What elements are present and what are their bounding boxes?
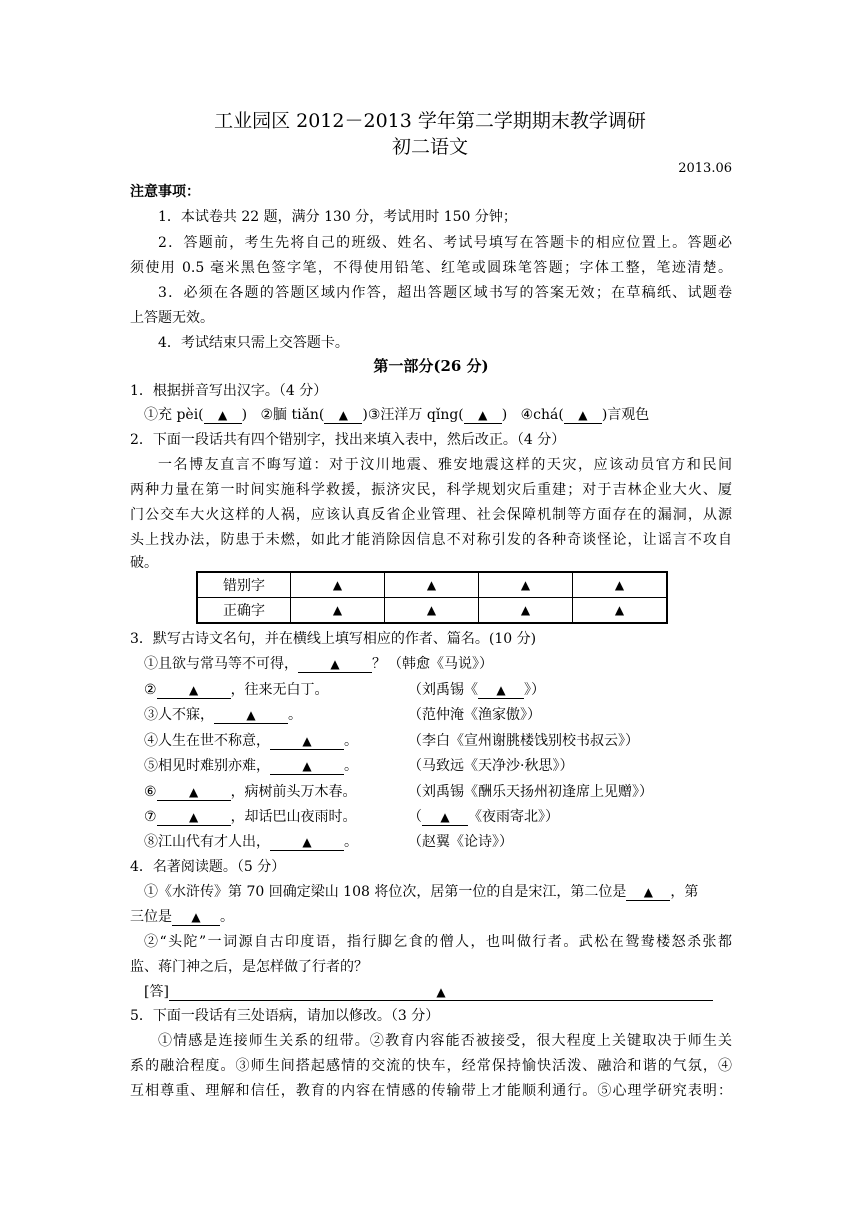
q3-item	[130, 705, 746, 725]
q2-answer-table	[196, 571, 668, 624]
q2-passage-line: 两种力量在第一时间实施科学救援，振济灾民，科学规划灾后重建；对于吉林企业大火、厦	[130, 482, 732, 498]
triangle-marker-icon: ▲	[332, 578, 343, 592]
q5-passage-line: ①情感是连接师生关系的纽带。②教育内容能否被接受，很大程度上关键取决于师生关	[158, 1033, 732, 1049]
q3-item-blank[interactable]	[298, 656, 372, 673]
q3-item-text: 。	[344, 758, 358, 774]
answer-label: [答]	[144, 984, 169, 1000]
q3-item-blank[interactable]	[214, 707, 288, 724]
q3-item	[130, 654, 746, 674]
q3-item-author: （马致远《天净沙·秋思》）	[408, 758, 574, 774]
triangle-marker-icon: ▲	[614, 603, 625, 617]
q3-item-blank[interactable]	[157, 682, 231, 699]
answer-cell[interactable]	[291, 598, 385, 624]
q1-b-pre: ②腼 tiǎn(	[260, 407, 325, 423]
q1-d-blank[interactable]	[564, 407, 602, 424]
q5-passage-line: 系的融洽程度。③师生间搭起感情的交流的快车，经常保持愉快活泼、融洽和谐的气氛，④	[130, 1058, 732, 1074]
q2-passage-line: 破。	[130, 555, 158, 571]
triangle-marker-icon: ▲	[188, 810, 199, 824]
q3-item-blank[interactable]	[157, 784, 231, 801]
triangle-marker-icon: ▲	[191, 910, 201, 924]
q1-items	[130, 405, 746, 425]
q1-b-post: )	[362, 407, 368, 423]
notes-item: 4．考试结束只需上交答题卡。	[158, 335, 349, 351]
q5-passage-line: 互相尊重、理解和信任，教育的内容在情感的传输带上才能顺利通行。⑤心理学研究表明：	[130, 1083, 732, 1099]
table-row-label: 正确字	[197, 598, 291, 624]
q3-item-author: （赵翼《论诗》）	[408, 834, 513, 850]
triangle-marker-icon: ▲	[218, 408, 228, 422]
answer-cell[interactable]	[385, 598, 479, 624]
q1-stem: 1．根据拼音写出汉字。（4 分）	[130, 383, 328, 399]
answer-cell[interactable]	[573, 598, 668, 624]
triangle-marker-icon: ▲	[338, 408, 349, 422]
q3-item-author: （韩愈《马说》）	[388, 656, 493, 672]
triangle-marker-icon: ▲	[302, 759, 312, 773]
exam-subtitle: 初二语文	[391, 136, 468, 158]
table-row	[197, 598, 667, 624]
notes-item: 3．必须在各题的答题区域内作答，超出答题区域书写的答案无效；在草稿纸、试题卷	[158, 285, 732, 301]
q4-line: 监、蒋门神之后，是怎样做了行者的？	[130, 959, 368, 975]
part1-heading: 第一部分(26 分)	[373, 357, 489, 375]
q4-answer-line[interactable]	[169, 984, 713, 1001]
q3-item-text: ③人不寐，	[144, 707, 214, 723]
q3-item-text: ⑧江山代有才人出，	[144, 834, 270, 850]
table-row-label: 错别字	[197, 572, 291, 598]
q3-item-blank[interactable]	[478, 682, 524, 699]
triangle-marker-icon: ▲	[426, 603, 437, 617]
q3-item	[130, 832, 746, 852]
q3-item-text: ①且欲与常马等不可得，	[144, 656, 298, 672]
q3-item-text: ④人生在世不称意，	[144, 733, 270, 749]
q4-answer	[130, 982, 746, 1002]
triangle-marker-icon: ▲	[246, 708, 256, 722]
q4-line	[130, 907, 732, 927]
q3-item-author: （范仲淹《渔家傲》）	[408, 707, 541, 723]
triangle-marker-icon: ▲	[520, 603, 531, 617]
answer-cell[interactable]	[573, 572, 668, 598]
exam-title: 工业园区 2012－2013 学年第二学期期末教学调研	[214, 110, 646, 132]
q3-item-text: ，却话巴山夜雨时。	[230, 809, 357, 825]
q3-item-blank[interactable]	[270, 733, 344, 750]
answer-cell[interactable]	[291, 572, 385, 598]
notes-heading: 注意事项：	[130, 184, 200, 200]
q3-item	[130, 807, 746, 827]
q2-passage-line: 门公交车大火这样的人祸，应该认真反省企业管理、社会保障机制等方面存在的漏洞，从源	[130, 507, 732, 523]
notes-item: 上答题无效。	[130, 310, 214, 326]
q2-passage-line: 一名博友直言不晦写道：对于汶川地震、雅安地震这样的天灾，应该动员官方和民间	[158, 457, 732, 473]
q3-item-text: ②	[144, 682, 157, 698]
q3-item-text: ，病树前头万木春。	[230, 784, 357, 800]
q1-c-post: )	[501, 407, 508, 423]
triangle-marker-icon: ▲	[440, 810, 450, 824]
q3-item-text: ，往来无白丁。	[230, 682, 329, 698]
q1-d-pre: ④chá(	[520, 407, 564, 423]
triangle-marker-icon: ▲	[520, 578, 531, 592]
q1-d-post: )言观色	[601, 407, 650, 423]
q4-text: ，第	[670, 884, 699, 900]
q3-item-text: 。	[288, 707, 302, 723]
triangle-marker-icon: ▲	[188, 785, 199, 799]
q4-text: ①《水浒传》第 70 回确定梁山 108 将位次，居第一位的自是宋江，第二位是	[144, 884, 627, 900]
q3-item-blank[interactable]	[157, 809, 231, 826]
q1-b-blank[interactable]	[324, 407, 362, 424]
answer-cell[interactable]	[385, 572, 479, 598]
q1-a-blank[interactable]	[204, 407, 242, 424]
q4-blank[interactable]	[626, 884, 670, 901]
answer-cell[interactable]	[479, 572, 573, 598]
q3-item-author: （刘禹锡《酬乐天扬州初逢席上见赠》）	[408, 784, 653, 800]
q3-item-author: （刘禹锡《 ▲ 》）	[408, 682, 545, 698]
q1-a-post: )	[241, 407, 248, 423]
triangle-marker-icon: ▲	[330, 657, 340, 671]
q5-stem: 5．下面一段话有三处语病，请加以修改。（3 分）	[130, 1008, 440, 1024]
q3-item-text: ⑤相见时难别亦难，	[144, 758, 270, 774]
q4-line	[130, 882, 746, 902]
q3-item-text: ⑦	[144, 809, 157, 825]
q4-text: 。	[220, 909, 234, 925]
q4-stem: 4．名著阅读题。（5 分）	[130, 859, 286, 875]
q3-item	[130, 731, 746, 751]
triangle-marker-icon: ▲	[478, 408, 488, 422]
q3-item	[130, 756, 746, 776]
q3-item-blank[interactable]	[270, 758, 344, 775]
answer-cell[interactable]	[479, 598, 573, 624]
q3-item	[130, 680, 746, 700]
triangle-marker-icon: ▲	[332, 603, 343, 617]
q3-stem: 3．默写古诗文名句，并在横线上填写相应的作者、篇名。(10 分)	[130, 631, 537, 647]
q3-item	[130, 782, 746, 802]
q1-c-pre: ③汪洋万 qǐng(	[367, 407, 464, 423]
exam-date: 2013.06	[678, 161, 732, 176]
q3-item-text: ？	[372, 656, 386, 672]
triangle-marker-icon: ▲	[496, 683, 506, 697]
triangle-marker-icon: ▲	[643, 885, 653, 899]
triangle-marker-icon: ▲	[188, 683, 199, 697]
q4-blank[interactable]	[172, 909, 220, 926]
q1-a-pre: ①充 pèi(	[144, 407, 204, 423]
q4-line: ②“头陀”一词源自古印度语，指行脚乞食的僧人，也叫做行者。武松在鸳鸯楼怒杀张都	[144, 934, 732, 950]
q4-text: 三位是	[130, 909, 172, 925]
triangle-marker-icon: ▲	[302, 835, 312, 849]
q3-item-text: 。	[344, 733, 358, 749]
q3-item-blank[interactable]	[422, 809, 468, 826]
notes-item: 2．答题前，考生先将自己的班级、姓名、考试号填写在答题卡的相应位置上。答题必	[158, 235, 732, 251]
notes-item: 1．本试卷共 22 题，满分 130 分，考试用时 150 分钟；	[158, 209, 517, 225]
triangle-marker-icon: ▲	[578, 408, 588, 422]
triangle-marker-icon: ▲	[426, 578, 437, 592]
q2-stem: 2．下面一段话共有四个错别字，找出来填入表中，然后改正。（4 分）	[130, 432, 566, 448]
notes-item: 须使用 0.5 毫米黑色签字笔，不得使用铅笔、红笔或圆珠笔答题；字体工整，笔迹清楚。	[130, 260, 732, 276]
q3-item-author: （ ▲ 《夜雨寄北》）	[408, 809, 559, 825]
table-row	[197, 572, 667, 598]
q3-item-text: ⑥	[144, 784, 157, 800]
q3-item-author: （李白《宣州谢朓楼饯别校书叔云》）	[408, 733, 639, 749]
q2-passage-line: 头上找办法，防患于未燃，如此才能消除因信息不对称引发的各种奇谈怪论，让谣言不攻自	[130, 532, 732, 548]
q1-c-blank[interactable]	[464, 407, 502, 424]
triangle-marker-icon: ▲	[436, 985, 446, 999]
triangle-marker-icon: ▲	[302, 734, 312, 748]
q3-item-blank[interactable]	[270, 834, 344, 851]
q3-item-text: 。	[344, 834, 358, 850]
triangle-marker-icon: ▲	[614, 578, 625, 592]
